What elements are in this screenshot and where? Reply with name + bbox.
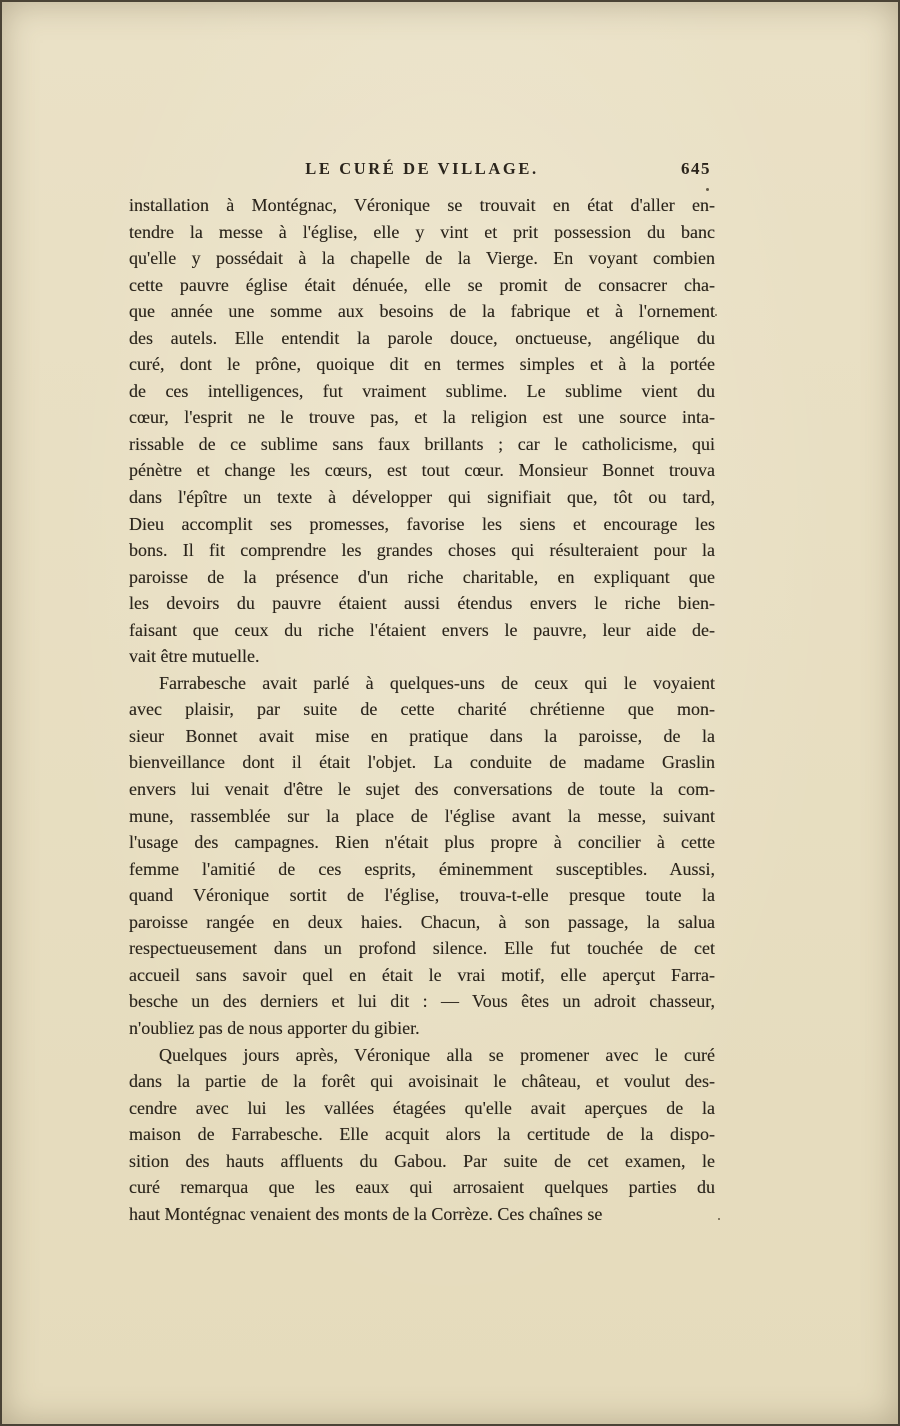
scan-speck — [715, 314, 717, 316]
text-line: dans la partie de la forêt qui avoisinait le château, et voulut des- — [129, 1071, 715, 1092]
text-line: respectueusement dans un profond silence. Elle fut touchée de cet — [129, 938, 715, 959]
text-line: cœur, l'esprit ne le trouve pas, et la religion est une source inta- — [129, 407, 715, 428]
text-line: de ces intelligences, fut vraiment sublime. Le sublime vient du — [129, 380, 715, 401]
text-line: rissable de ce sublime sans faux brillants ; car le catholicisme, qui — [129, 433, 715, 454]
page-header — [129, 159, 715, 183]
text-line: curé remarqua que les eaux qui arrosaient quelques parties du — [129, 1177, 715, 1198]
paragraph — [129, 670, 715, 1042]
text-line: cendre avec lui les vallées étagées qu'elle avait aperçues de la — [129, 1097, 715, 1118]
text-line: que année une somme aux besoins de la fabrique et à l'ornement — [129, 301, 715, 322]
text-line: mune, rassemblée sur la place de l'église avant la messe, suivant — [129, 805, 715, 826]
scan-speck — [718, 1218, 720, 1220]
text-line: n'oubliez pas de nous apporter du gibier. — [129, 1017, 420, 1038]
text-line: avec plaisir, par suite de cette charité chrétienne que mon- — [129, 699, 715, 720]
text-line: sieur Bonnet avait mise en pratique dans la paroisse, de la — [129, 725, 715, 746]
text-line: installation à Montégnac, Véronique se trouvait en état d'aller en- — [129, 195, 715, 215]
text-line: des autels. Elle entendit la parole douce, onctueuse, angélique du — [129, 327, 715, 348]
text-block — [129, 192, 715, 1227]
text-line: envers lui venait d'être le sujet des conversations de toute la com- — [129, 779, 715, 800]
text-line: maison de Farrabesche. Elle acquit alors la certitude de la dispo- — [129, 1124, 715, 1145]
text-line: bienveillance dont il était l'objet. La conduite de madame Graslin — [129, 752, 715, 773]
text-line: paroisse rangée en deux haies. Chacun, à son passage, la salua — [129, 911, 715, 932]
text-line: dans l'épître un texte à développer qui signifiait que, tôt ou tard, — [129, 487, 715, 508]
text-line: besche un des derniers et lui dit : — Vous êtes un adroit chasseur, — [129, 991, 715, 1012]
text-line: paroisse de la présence d'un riche charitable, en expliquant que — [129, 566, 715, 587]
text-line: femme l'amitié de ces esprits, éminemment susceptibles. Aussi, — [129, 858, 715, 879]
text-line: Dieu accomplit ses promesses, favorise les siens et encourage les — [129, 513, 715, 534]
text-line: Quelques jours après, Véronique alla se promener avec le curé — [159, 1044, 715, 1065]
paragraph — [129, 1042, 715, 1228]
text-line: les devoirs du pauvre étaient aussi étendus envers le riche bien- — [129, 593, 715, 614]
text-line: vait être mutuelle. — [129, 646, 260, 667]
paragraph — [129, 192, 715, 670]
text-line: curé, dont le prône, quoique dit en termes simples et à la portée — [129, 354, 715, 375]
text-line: pénètre et change les cœurs, est tout cœur. Monsieur Bonnet trouva — [129, 460, 715, 481]
text-line: qu'elle y possédait à la chapelle de la Vierge. En voyant combien — [129, 248, 715, 269]
text-line: sition des hauts affluents du Gabou. Par suite de cet examen, le — [129, 1150, 715, 1171]
text-line: haut Montégnac venaient des monts de la Corrèze. Ces chaînes se — [129, 1203, 603, 1224]
text-line: accueil sans savoir quel en était le vrai motif, elle aperçut Farra- — [129, 964, 715, 985]
text-line: cette pauvre église était dénuée, elle se promit de consacrer cha- — [129, 274, 715, 295]
running-title: LE CURÉ DE VILLAGE. — [305, 159, 539, 178]
text-line: bons. Il fit comprendre les grandes choses qui résulteraient pour la — [129, 540, 715, 561]
text-line: l'usage des campagnes. Rien n'était plus propre à concilier à cette — [129, 832, 715, 853]
scan-speck — [706, 188, 709, 191]
page-number: 645 — [681, 159, 711, 178]
text-line: tendre la messe à l'église, elle y vint et prit possession du banc — [129, 221, 715, 242]
text-line: Farrabesche avait parlé à quelques-uns de ceux qui le voyaient — [159, 672, 715, 693]
text-line: quand Véronique sortit de l'église, trouva-t-elle presque toute la — [129, 885, 715, 906]
text-line: faisant que ceux du riche l'étaient envers le pauvre, leur aide de- — [129, 619, 715, 640]
